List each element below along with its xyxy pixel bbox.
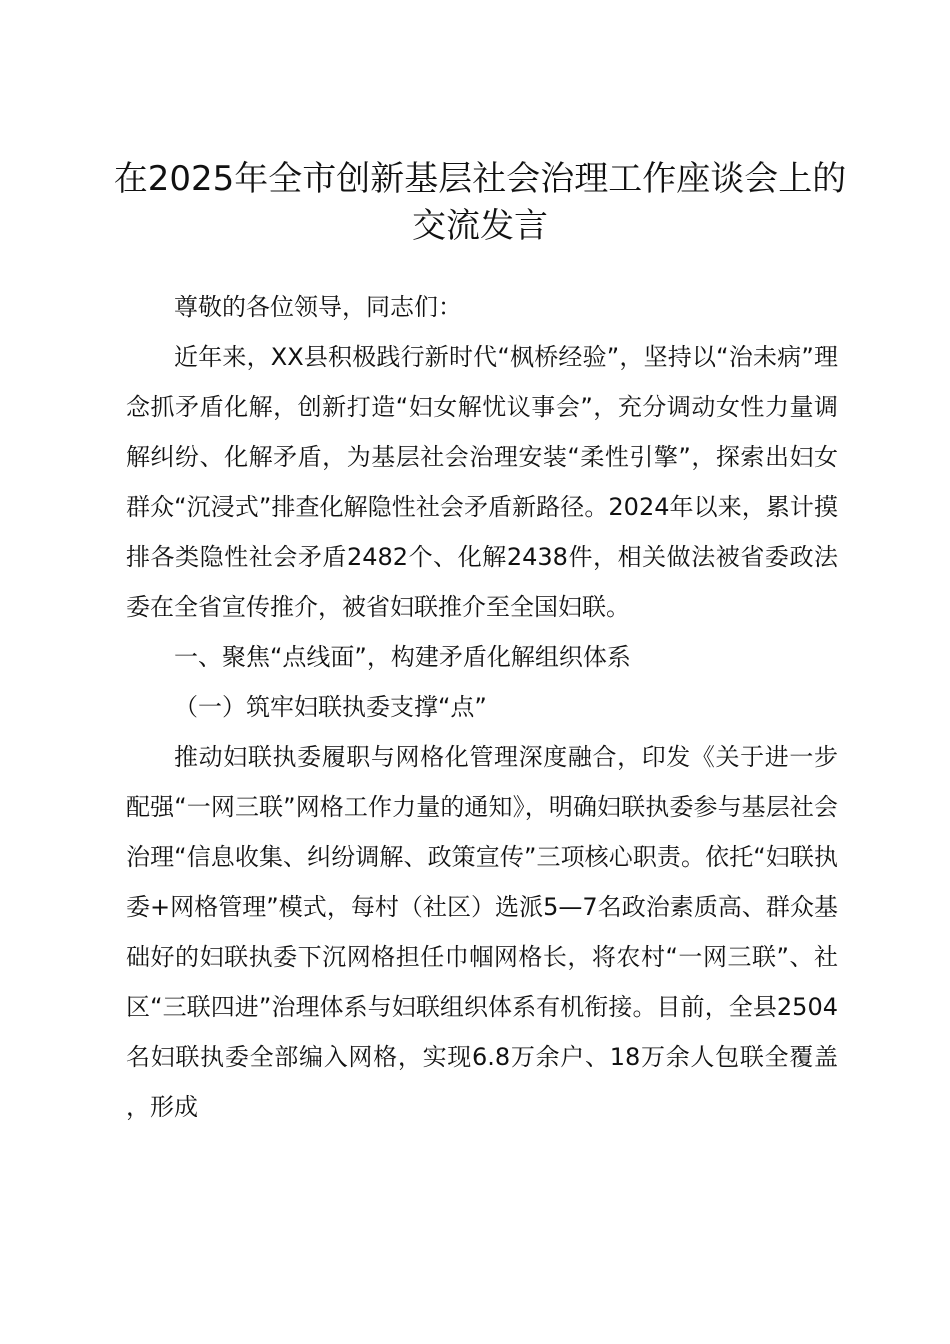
- subsection-heading-1: （一）筑牢妇联执委支撑“点”: [174, 693, 487, 721]
- section-heading-1: 一、聚焦“点线面”，构建矛盾化解组织体系: [174, 643, 631, 671]
- paragraph-intro: 近年来，XX县积极践行新时代“枫桥经验”，坚持以“治未病”理念抓矛盾化解，创新打造“妇女解忧议事会”，充分调动女性力量调解纠纷、化解矛盾，为基层社会治理安装“柔性引擎”，探索出妇女群众“沉浸式”排查化解隐性社会矛盾新路径。2024年以来，累计摸排各类隐性社会矛盾2482个、化解2438件，相关做法被省委政法委在全省宣传推介，被省妇联推介至全国妇联。: [126, 343, 838, 621]
- document-title: 在2025年全市创新基层社会治理工作座谈会上的交流发言: [113, 159, 847, 246]
- paragraph-body-1: 推动妇联执委履职与网格化管理深度融合，印发《关于进一步配强“一网三联”网格工作力量的通知》，明确妇联执委参与基层社会治理“信息收集、纠纷调解、政策宣传”三项核心职责。依托“妇联执委+网格管理”模式，每村（社区）选派5—7名政治素质高、群众基础好的妇联执委下沉网格担任巾帼网格长，将农村“一网三联”、社区“三联四进”治理体系与妇联组织体系有机衔接。目前，全县2504名妇联执委全部编入网格，实现6.8万余户、18万余人包联全覆盖，形成: [126, 743, 838, 1121]
- document-body: [126, 282, 838, 1132]
- salutation: 尊敬的各位领导，同志们：: [174, 293, 462, 321]
